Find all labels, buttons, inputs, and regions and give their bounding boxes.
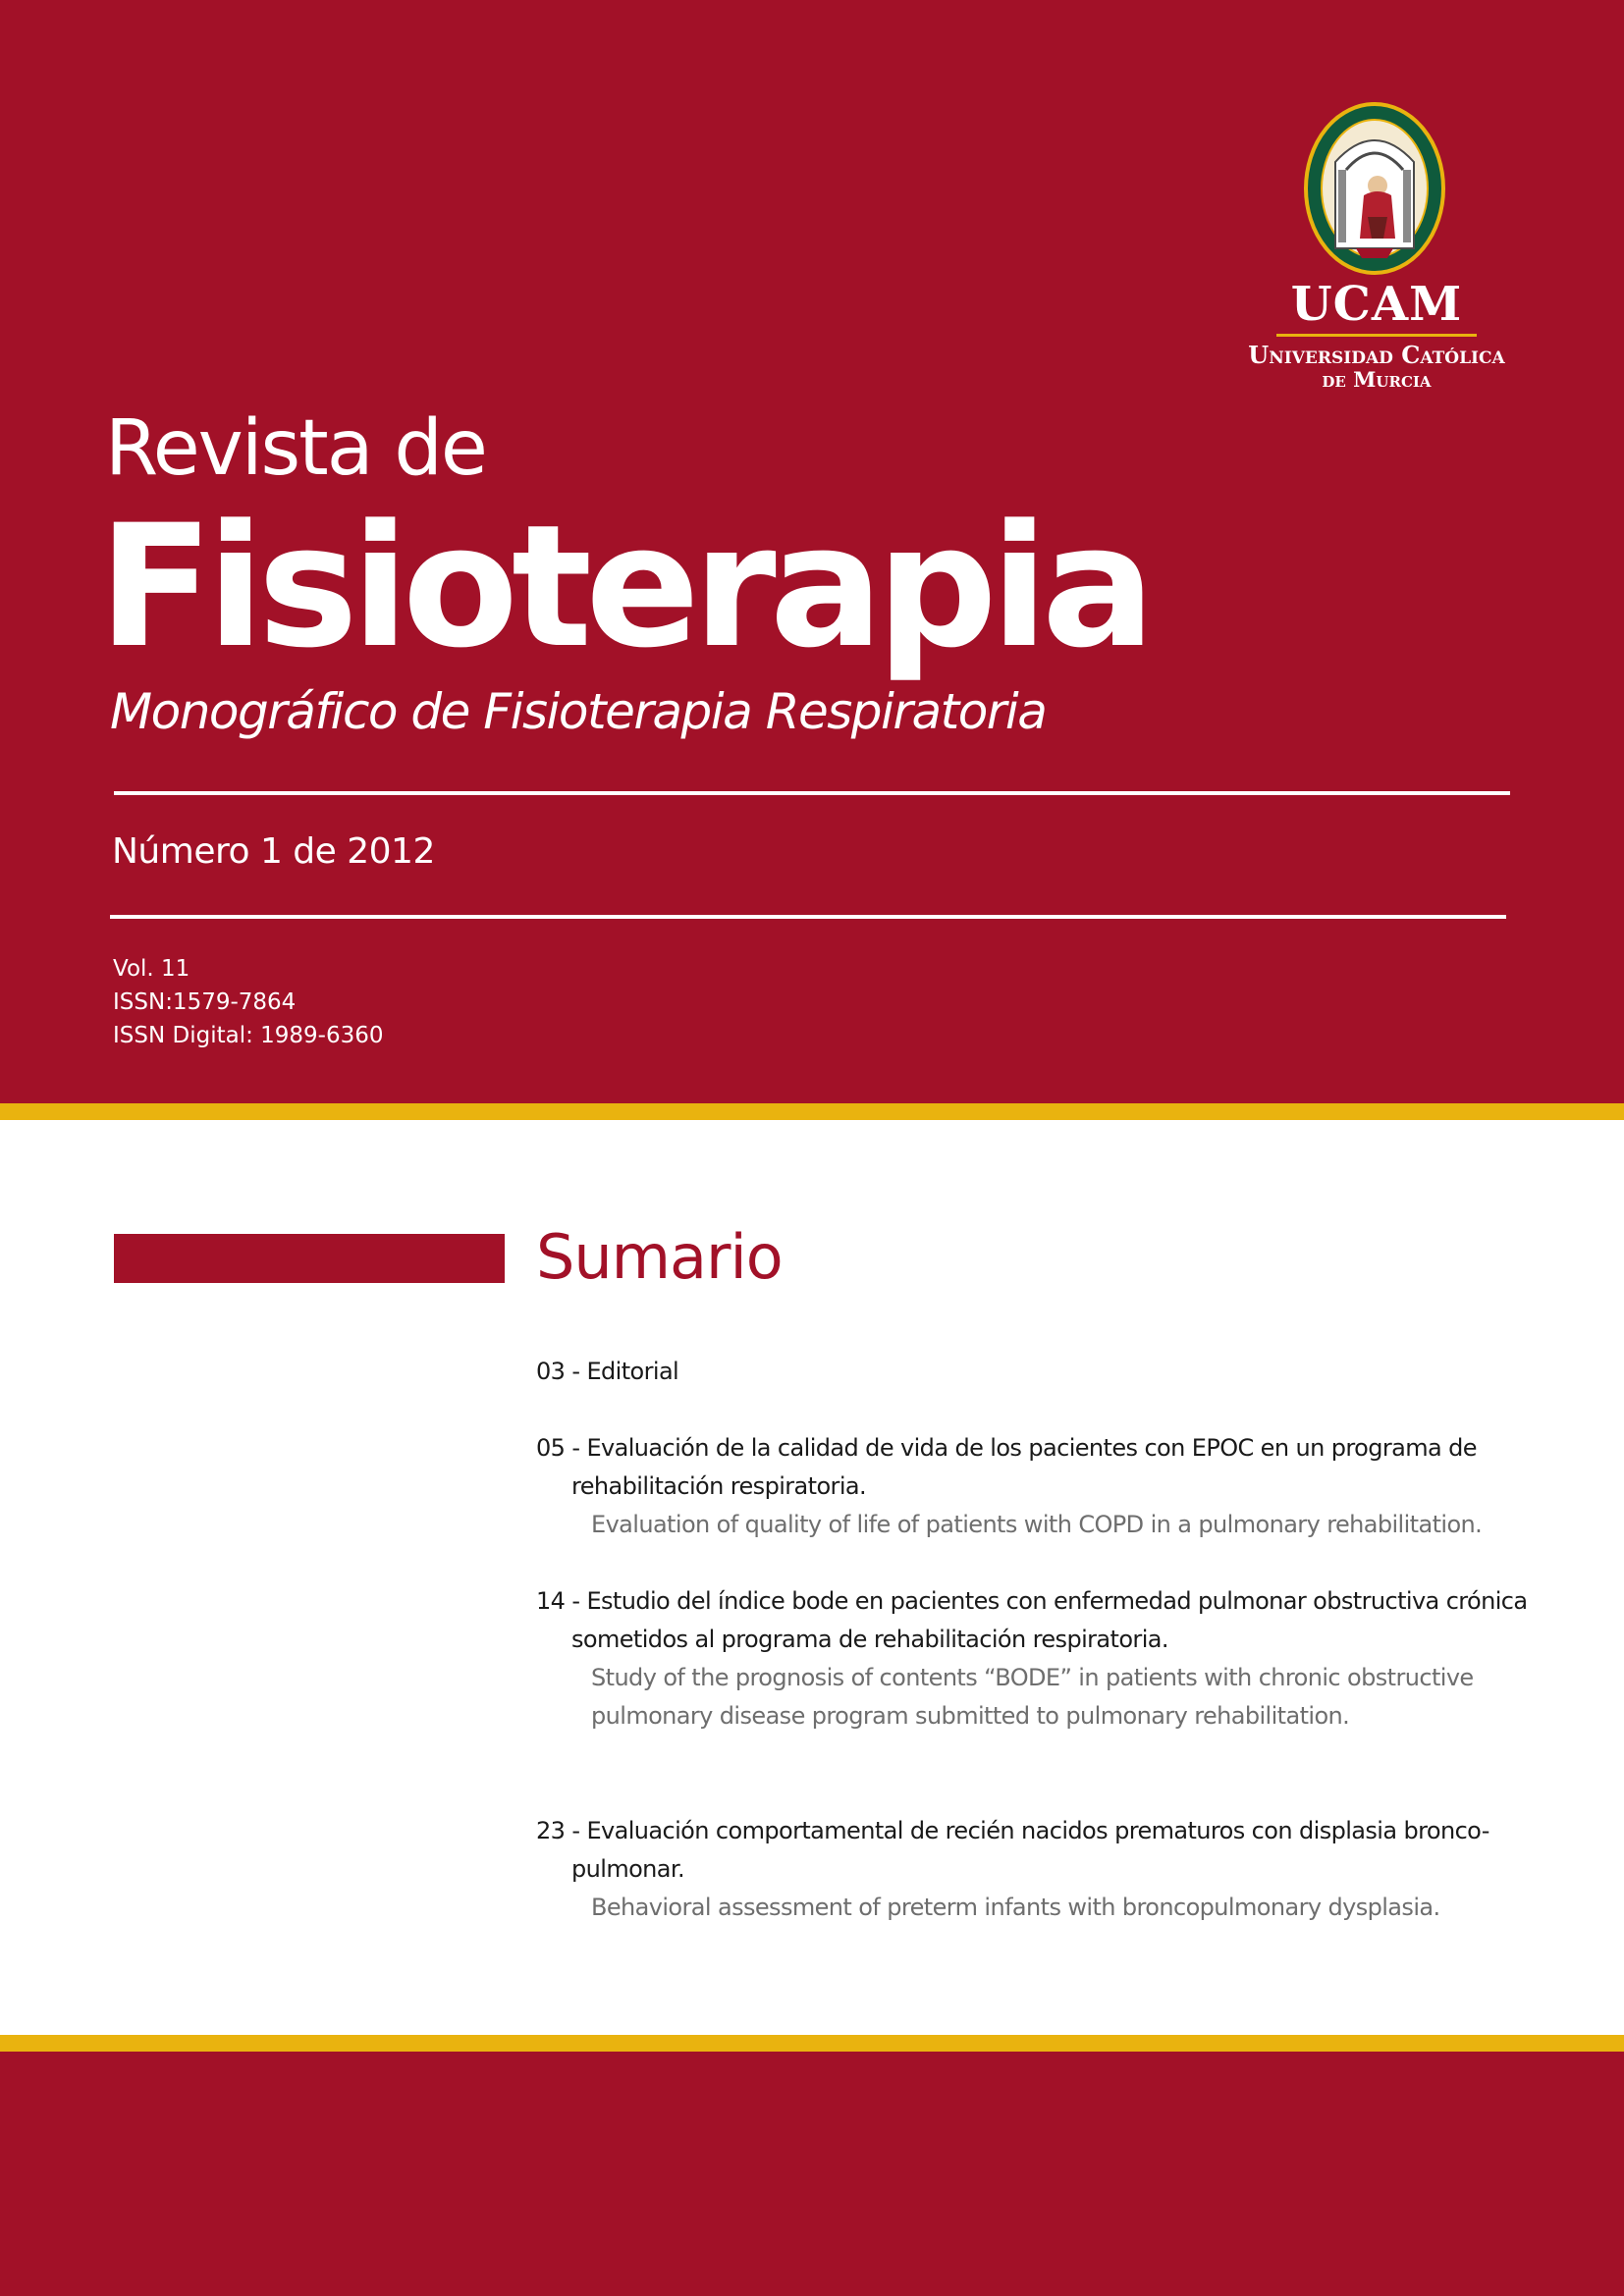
toc-entry-05[interactable]: [536, 1429, 1510, 1544]
journal-title-prefix: Revista de: [105, 404, 486, 493]
ucam-logo: [1229, 96, 1524, 400]
university-seal-icon: [1303, 101, 1446, 276]
gold-stripe-bottom: [0, 2035, 1624, 2052]
summary-heading: Sumario: [536, 1221, 783, 1293]
issn-digital: ISSN Digital: 1989-6360: [113, 1023, 384, 1048]
issue-number: Número 1 de 2012: [112, 831, 435, 872]
toc-entry-title: 14 - Estudio del índice bode en pacientes con enfermedad pulmonar obstructiva crónica: [536, 1587, 1528, 1615]
toc-entry-title: sometidos al programa de rehabilitación respiratoria.: [571, 1626, 1168, 1653]
issn: ISSN:1579-7864: [113, 989, 297, 1015]
university-name-line2: de Murcia: [1322, 367, 1432, 392]
divider-bottom: [110, 915, 1506, 919]
section-marker-bar: [114, 1234, 505, 1283]
toc-entry-title: 23 - Evaluación comportamental de recién nacidos prematuros con displasia bronco-: [536, 1817, 1489, 1844]
toc-entry-title: pulmonar.: [571, 1855, 684, 1883]
toc-entry-translation: Evaluation of quality of life of patients with COPD in a pulmonary rehabilitation.: [591, 1511, 1483, 1538]
toc-entry-14[interactable]: [536, 1582, 1528, 1735]
cover-footer-band: [0, 2052, 1624, 2296]
gold-stripe-top: [0, 1103, 1624, 1120]
toc-entry-23[interactable]: [536, 1812, 1510, 1927]
journal-title: Fisioterapia: [98, 488, 1149, 685]
toc-entry-title: 05 - Evaluación de la calidad de vida de los pacientes con EPOC en un programa de: [536, 1434, 1477, 1462]
toc-entry-editorial[interactable]: [536, 1353, 1510, 1391]
issue-subtitle: Monográfico de Fisioterapia Respiratoria: [110, 683, 1047, 740]
divider-top: [114, 791, 1510, 795]
toc-entry-title: rehabilitación respiratoria.: [571, 1472, 867, 1500]
university-name-line1: Universidad Católica: [1248, 341, 1505, 369]
volume: Vol. 11: [113, 956, 190, 982]
toc-entry-translation: pulmonary disease program submitted to pulmonary rehabilitation.: [591, 1702, 1350, 1730]
toc-entry-translation: Behavioral assessment of preterm infants with broncopulmonary dysplasia.: [591, 1894, 1440, 1921]
logo-divider: [1276, 334, 1477, 337]
ucam-wordmark: UCAM: [1290, 277, 1463, 332]
toc-entry-title: 03 - Editorial: [536, 1358, 679, 1385]
toc-entry-translation: Study of the prognosis of contents “BODE” in patients with chronic obstructive: [591, 1664, 1474, 1691]
